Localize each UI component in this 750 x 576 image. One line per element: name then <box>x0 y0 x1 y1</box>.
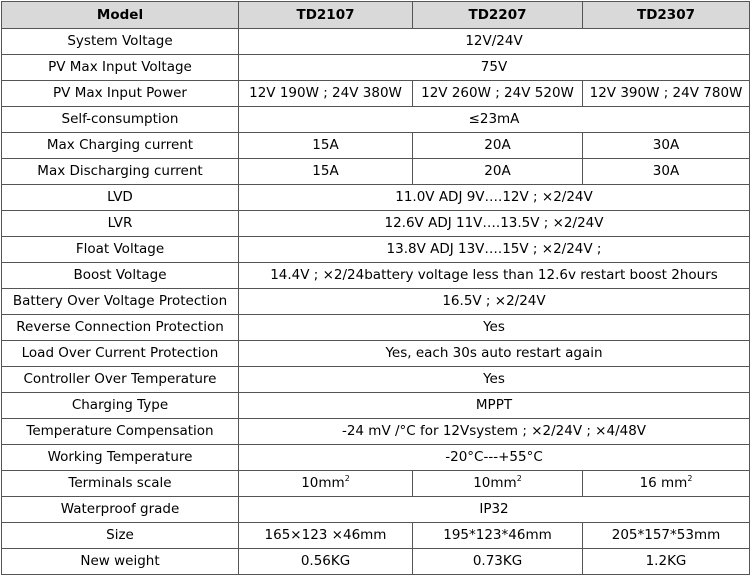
row-value-cell <box>413 471 583 497</box>
model-header: Model <box>2 2 239 29</box>
row-label: PV Max Input Power <box>2 81 239 107</box>
superscript: 2 <box>687 474 693 483</box>
row-value-shared: 16.5V ; ×2/24V <box>239 289 750 315</box>
row-label: Controller Over Temperature <box>2 367 239 393</box>
row-label: Working Temperature <box>2 445 239 471</box>
row-value-cell: 15A <box>239 133 413 159</box>
header-row <box>2 2 750 29</box>
table-row <box>2 471 750 497</box>
table-row <box>2 549 750 575</box>
row-label: LVD <box>2 185 239 211</box>
row-value-cell <box>583 471 750 497</box>
row-value-cell: 165×123 ×46mm <box>239 523 413 549</box>
row-label: Load Over Current Protection <box>2 341 239 367</box>
row-label: System Voltage <box>2 29 239 55</box>
table-row <box>2 29 750 55</box>
row-value-shared: MPPT <box>239 393 750 419</box>
table-row <box>2 211 750 237</box>
table-row <box>2 445 750 471</box>
row-value-shared: Yes <box>239 315 750 341</box>
row-value-shared: 14.4V ; ×2/24battery voltage less than 12.6v restart boost 2hours <box>239 263 750 289</box>
row-value-shared: 12V/24V <box>239 29 750 55</box>
table-row <box>2 185 750 211</box>
row-label: Float Voltage <box>2 237 239 263</box>
row-value-shared: 11.0V ADJ 9V….12V ; ×2/24V <box>239 185 750 211</box>
table-row <box>2 107 750 133</box>
row-value-shared: IP32 <box>239 497 750 523</box>
cell-text: 10mm <box>301 475 345 491</box>
row-label: Charging Type <box>2 393 239 419</box>
table-row <box>2 341 750 367</box>
row-value-cell: 30A <box>583 159 750 185</box>
table-row <box>2 81 750 107</box>
table-row <box>2 133 750 159</box>
row-value-cell: 30A <box>583 133 750 159</box>
cell-text: 16 mm <box>639 475 688 491</box>
superscript: 2 <box>516 474 522 483</box>
row-label: New weight <box>2 549 239 575</box>
row-value-cell: 12V 390W ; 24V 780W <box>583 81 750 107</box>
row-value-cell: 0.56KG <box>239 549 413 575</box>
table-row <box>2 393 750 419</box>
spec-body <box>2 29 750 575</box>
row-value-cell: 15A <box>239 159 413 185</box>
superscript: 2 <box>344 474 350 483</box>
cell-text: 10mm <box>473 475 517 491</box>
table-row <box>2 419 750 445</box>
table-row <box>2 367 750 393</box>
row-label: Waterproof grade <box>2 497 239 523</box>
row-label: Reverse Connection Protection <box>2 315 239 341</box>
model-td2307-header: TD2307 <box>583 2 750 29</box>
row-label: Battery Over Voltage Protection <box>2 289 239 315</box>
row-label: Temperature Compensation <box>2 419 239 445</box>
row-label: Boost Voltage <box>2 263 239 289</box>
row-value-cell: 195*123*46mm <box>413 523 583 549</box>
table-row <box>2 263 750 289</box>
table-row <box>2 237 750 263</box>
row-value-shared: -24 mV /°C for 12Vsystem ; ×2/24V ; ×4/48V <box>239 419 750 445</box>
row-value-cell: 205*157*53mm <box>583 523 750 549</box>
row-label: Max Charging current <box>2 133 239 159</box>
row-value-shared: 75V <box>239 55 750 81</box>
row-value-shared: -20°C---+55°C <box>239 445 750 471</box>
table-row <box>2 55 750 81</box>
row-label: Self-consumption <box>2 107 239 133</box>
table-row <box>2 315 750 341</box>
model-td2207-header: TD2207 <box>413 2 583 29</box>
table-row <box>2 289 750 315</box>
row-value-shared: 12.6V ADJ 11V….13.5V ; ×2/24V <box>239 211 750 237</box>
row-value-cell: 20A <box>413 159 583 185</box>
row-value-cell: 0.73KG <box>413 549 583 575</box>
row-value-cell <box>239 471 413 497</box>
table-row <box>2 497 750 523</box>
row-label: Size <box>2 523 239 549</box>
row-value-shared: Yes <box>239 367 750 393</box>
table-row <box>2 523 750 549</box>
row-label: PV Max Input Voltage <box>2 55 239 81</box>
row-value-cell: 20A <box>413 133 583 159</box>
row-label: Terminals scale <box>2 471 239 497</box>
row-value-cell: 1.2KG <box>583 549 750 575</box>
row-value-shared: Yes, each 30s auto restart again <box>239 341 750 367</box>
row-label: LVR <box>2 211 239 237</box>
row-value-shared: ≤23mA <box>239 107 750 133</box>
row-value-shared: 13.8V ADJ 13V….15V ; ×2/24V ; <box>239 237 750 263</box>
table-row <box>2 159 750 185</box>
row-label: Max Discharging current <box>2 159 239 185</box>
row-value-cell: 12V 190W ; 24V 380W <box>239 81 413 107</box>
row-value-cell: 12V 260W ; 24V 520W <box>413 81 583 107</box>
spec-table <box>1 1 750 575</box>
model-td2107-header: TD2107 <box>239 2 413 29</box>
